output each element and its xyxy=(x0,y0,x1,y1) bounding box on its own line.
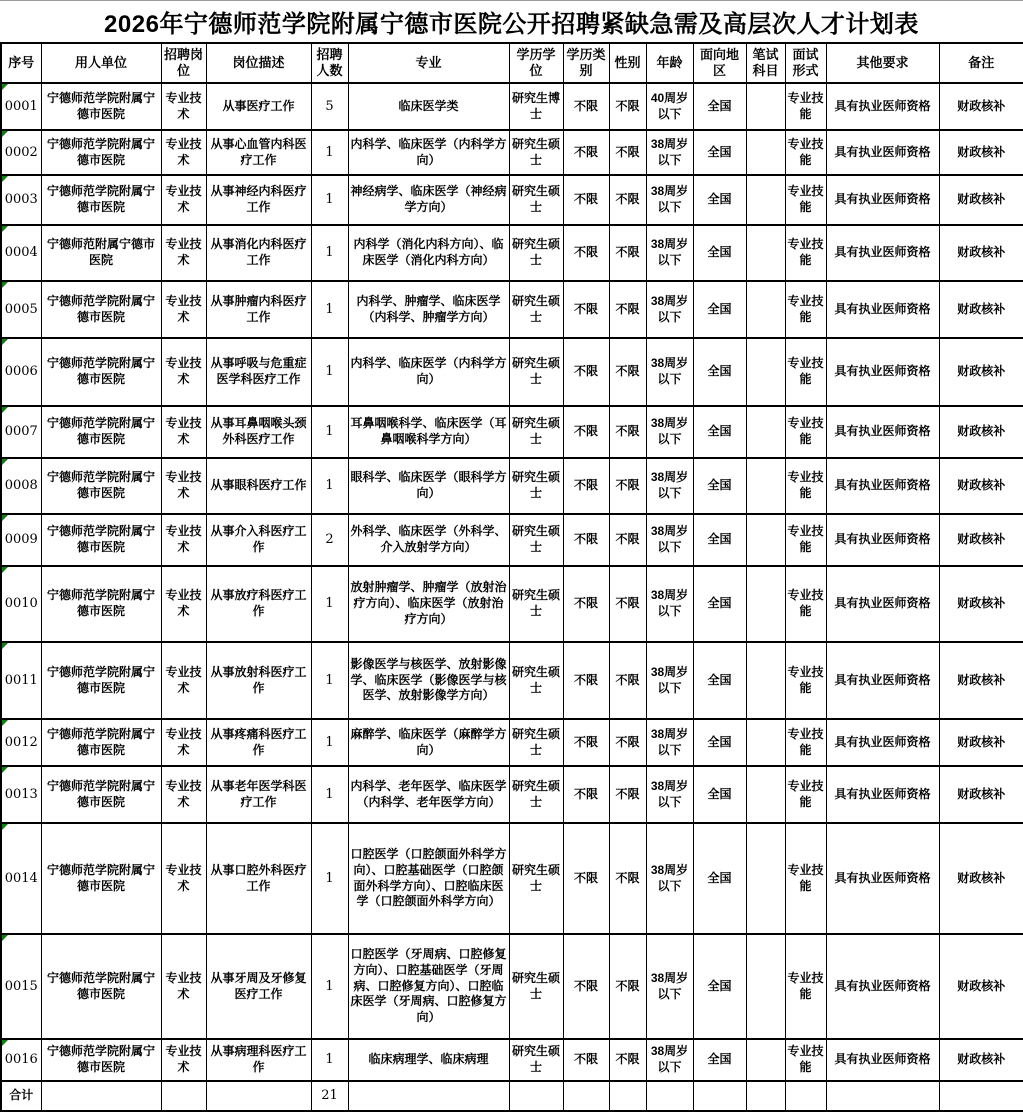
cell-0014-beizhu: 财政核补 xyxy=(939,823,1023,934)
cell-0010-mianxiang-diqu: 全国 xyxy=(693,566,746,642)
cell-0006-mianshi-xingshi: 专业技能 xyxy=(785,338,826,406)
cell-0013-yongren-danwei: 宁德师范学院附属宁德市医院 xyxy=(41,766,161,823)
table-row-0002 xyxy=(1,130,1023,175)
cell-0009-yongren-danwei: 宁德师范学院附属宁德市医院 xyxy=(41,514,161,566)
total-cell-xingbie xyxy=(609,1081,646,1111)
table-row-0015 xyxy=(1,934,1023,1039)
cell-0007-gangwei-miaoshu: 从事耳鼻咽喉头颈外科医疗工作 xyxy=(206,406,311,458)
total-cell-mianshi-xingshi xyxy=(785,1081,826,1111)
cell-0015-xueli-xuewei: 研究生硕士 xyxy=(509,934,563,1039)
cell-0015-zhaopin-gangwei: 专业技术 xyxy=(161,934,206,1039)
cell-0013-xueli-xuewei: 研究生硕士 xyxy=(509,766,563,823)
table-row-0012 xyxy=(1,719,1023,766)
cell-0010-zhaopin-renshu: 1 xyxy=(311,566,348,642)
cell-0008-mianshi-xingshi: 专业技能 xyxy=(785,458,826,514)
table-row-0006 xyxy=(1,338,1023,406)
cell-0013-mianshi-xingshi: 专业技能 xyxy=(785,766,826,823)
cell-0011-gangwei-miaoshu: 从事放射科医疗工作 xyxy=(206,642,311,719)
cell-0007-xuhao: 0007 xyxy=(1,406,41,458)
cell-0001-zhuanye: 临床医学类 xyxy=(348,83,509,130)
cell-0002-qita-yaoqiu: 具有执业医师资格 xyxy=(826,130,939,175)
table-row-0005 xyxy=(1,281,1023,338)
cell-0013-gangwei-miaoshu: 从事老年医学科医疗工作 xyxy=(206,766,311,823)
cell-0014-xuhao: 0014 xyxy=(1,823,41,934)
cell-0009-mianshi-xingshi: 专业技能 xyxy=(785,514,826,566)
cell-0015-gangwei-miaoshu: 从事牙周及牙修复医疗工作 xyxy=(206,934,311,1039)
cell-0007-yongren-danwei: 宁德师范学院附属宁德市医院 xyxy=(41,406,161,458)
cell-0006-mianxiang-diqu: 全国 xyxy=(693,338,746,406)
cell-0004-yongren-danwei: 宁德师范附属宁德市医院 xyxy=(41,225,161,281)
cell-0001-xingbie: 不限 xyxy=(609,83,646,130)
cell-0011-xueli-leibie: 不限 xyxy=(563,642,609,719)
table-row-0010 xyxy=(1,566,1023,642)
total-cell-zhaopin-gangwei xyxy=(161,1081,206,1111)
cell-0014-xueli-leibie: 不限 xyxy=(563,823,609,934)
page-title: 2026年宁德师范学院附属宁德市医院公开招聘紧缺急需及高层次人才计划表 xyxy=(104,11,919,38)
cell-0002-xueli-leibie: 不限 xyxy=(563,130,609,175)
cell-0007-beizhu: 财政核补 xyxy=(939,406,1023,458)
cell-0014-zhuanye: 口腔医学（口腔颌面外科学方向）、口腔基础医学（口腔颌面外科学方向）、口腔临床医学（口腔颌面外科学方向） xyxy=(348,823,509,934)
cell-0006-nianling: 38周岁以下 xyxy=(646,338,693,406)
cell-0003-xuhao: 0003 xyxy=(1,175,41,225)
cell-0012-xueli-leibie: 不限 xyxy=(563,719,609,766)
cell-0002-zhuanye: 内科学、临床医学（内科学方向） xyxy=(348,130,509,175)
cell-0001-xueli-leibie: 不限 xyxy=(563,83,609,130)
cell-0015-nianling: 38周岁以下 xyxy=(646,934,693,1039)
cell-0006-yongren-danwei: 宁德师范学院附属宁德市医院 xyxy=(41,338,161,406)
cell-0002-mianshi-xingshi: 专业技能 xyxy=(785,130,826,175)
column-header-qita-yaoqiu: 其他要求 xyxy=(826,43,939,83)
cell-0004-bishi-kemu xyxy=(746,225,785,281)
cell-0012-mianxiang-diqu: 全国 xyxy=(693,719,746,766)
cell-0013-xueli-leibie: 不限 xyxy=(563,766,609,823)
cell-0005-bishi-kemu xyxy=(746,281,785,338)
cell-0008-zhaopin-gangwei: 专业技术 xyxy=(161,458,206,514)
cell-0001-xueli-xuewei: 研究生博士 xyxy=(509,83,563,130)
total-cell-mianxiang-diqu xyxy=(693,1081,746,1111)
table-row-0008 xyxy=(1,458,1023,514)
cell-0008-yongren-danwei: 宁德师范学院附属宁德市医院 xyxy=(41,458,161,514)
column-header-mianxiang-diqu: 面向地区 xyxy=(693,43,746,83)
cell-0004-xuhao: 0004 xyxy=(1,225,41,281)
cell-0006-zhaopin-renshu: 1 xyxy=(311,338,348,406)
cell-0006-beizhu: 财政核补 xyxy=(939,338,1023,406)
cell-0012-zhaopin-renshu: 1 xyxy=(311,719,348,766)
table-row-0009 xyxy=(1,514,1023,566)
cell-0011-nianling: 38周岁以下 xyxy=(646,642,693,719)
cell-0013-qita-yaoqiu: 具有执业医师资格 xyxy=(826,766,939,823)
cell-0001-beizhu: 财政核补 xyxy=(939,83,1023,130)
cell-0005-nianling: 38周岁以下 xyxy=(646,281,693,338)
cell-0004-nianling: 38周岁以下 xyxy=(646,225,693,281)
cell-0001-zhaopin-gangwei: 专业技术 xyxy=(161,83,206,130)
cell-0007-mianxiang-diqu: 全国 xyxy=(693,406,746,458)
total-cell-gangwei-miaoshu xyxy=(206,1081,311,1111)
cell-0002-yongren-danwei: 宁德师范学院附属宁德市医院 xyxy=(41,130,161,175)
cell-0013-zhuanye: 内科学、老年医学、临床医学（内科学、老年医学方向） xyxy=(348,766,509,823)
cell-0016-yongren-danwei: 宁德师范学院附属宁德市医院 xyxy=(41,1039,161,1081)
cell-0012-bishi-kemu xyxy=(746,719,785,766)
total-cell-bishi-kemu xyxy=(746,1081,785,1111)
cell-0004-xueli-xuewei: 研究生硕士 xyxy=(509,225,563,281)
cell-0008-xueli-leibie: 不限 xyxy=(563,458,609,514)
cell-0012-gangwei-miaoshu: 从事疼痛科医疗工作 xyxy=(206,719,311,766)
cell-0009-mianxiang-diqu: 全国 xyxy=(693,514,746,566)
cell-0002-xuhao: 0002 xyxy=(1,130,41,175)
cell-0006-bishi-kemu xyxy=(746,338,785,406)
cell-0005-xuhao: 0005 xyxy=(1,281,41,338)
cell-0007-xueli-xuewei: 研究生硕士 xyxy=(509,406,563,458)
cell-0001-zhaopin-renshu: 5 xyxy=(311,83,348,130)
cell-0003-xueli-leibie: 不限 xyxy=(563,175,609,225)
cell-0003-mianxiang-diqu: 全国 xyxy=(693,175,746,225)
cell-0015-xingbie: 不限 xyxy=(609,934,646,1039)
cell-0003-xueli-xuewei: 研究生硕士 xyxy=(509,175,563,225)
cell-0008-zhaopin-renshu: 1 xyxy=(311,458,348,514)
cell-0010-mianshi-xingshi: 专业技能 xyxy=(785,566,826,642)
cell-0009-xueli-leibie: 不限 xyxy=(563,514,609,566)
cell-0014-xueli-xuewei: 研究生硕士 xyxy=(509,823,563,934)
cell-0015-beizhu: 财政核补 xyxy=(939,934,1023,1039)
cell-0012-nianling: 38周岁以下 xyxy=(646,719,693,766)
column-header-yongren-danwei: 用人单位 xyxy=(41,43,161,83)
cell-0005-xueli-xuewei: 研究生硕士 xyxy=(509,281,563,338)
table-row-0001 xyxy=(1,83,1023,130)
cell-0015-xuhao: 0015 xyxy=(1,934,41,1039)
cell-0010-qita-yaoqiu: 具有执业医师资格 xyxy=(826,566,939,642)
cell-0008-bishi-kemu xyxy=(746,458,785,514)
cell-0008-qita-yaoqiu: 具有执业医师资格 xyxy=(826,458,939,514)
cell-0011-xingbie: 不限 xyxy=(609,642,646,719)
cell-0008-xingbie: 不限 xyxy=(609,458,646,514)
cell-0011-mianxiang-diqu: 全国 xyxy=(693,642,746,719)
cell-0006-xingbie: 不限 xyxy=(609,338,646,406)
cell-0004-zhuanye: 内科学（消化内科方向）、临床医学（消化内科方向） xyxy=(348,225,509,281)
cell-0007-bishi-kemu xyxy=(746,406,785,458)
total-cell-beizhu xyxy=(939,1081,1023,1111)
column-header-zhaopin-renshu: 招聘人数 xyxy=(311,43,348,83)
cell-0014-mianshi-xingshi: 专业技能 xyxy=(785,823,826,934)
cell-0008-xueli-xuewei: 研究生硕士 xyxy=(509,458,563,514)
cell-0004-qita-yaoqiu: 具有执业医师资格 xyxy=(826,225,939,281)
cell-0009-bishi-kemu xyxy=(746,514,785,566)
cell-0009-xueli-xuewei: 研究生硕士 xyxy=(509,514,563,566)
cell-0005-zhaopin-renshu: 1 xyxy=(311,281,348,338)
cell-0010-beizhu: 财政核补 xyxy=(939,566,1023,642)
cell-0003-zhaopin-renshu: 1 xyxy=(311,175,348,225)
cell-0007-zhaopin-renshu: 1 xyxy=(311,406,348,458)
cell-0002-bishi-kemu xyxy=(746,130,785,175)
column-header-mianshi-xingshi: 面试形式 xyxy=(785,43,826,83)
cell-0011-bishi-kemu xyxy=(746,642,785,719)
cell-0004-gangwei-miaoshu: 从事消化内科医疗工作 xyxy=(206,225,311,281)
cell-0005-zhaopin-gangwei: 专业技术 xyxy=(161,281,206,338)
cell-0010-xueli-xuewei: 研究生硕士 xyxy=(509,566,563,642)
cell-0011-zhuanye: 影像医学与核医学、放射影像学、临床医学（影像医学与核医学、放射影像学方向） xyxy=(348,642,509,719)
cell-0016-mianshi-xingshi: 专业技能 xyxy=(785,1039,826,1081)
cell-0008-gangwei-miaoshu: 从事眼科医疗工作 xyxy=(206,458,311,514)
cell-0002-zhaopin-renshu: 1 xyxy=(311,130,348,175)
header-row xyxy=(1,43,1023,83)
cell-0005-gangwei-miaoshu: 从事肿瘤内科医疗工作 xyxy=(206,281,311,338)
cell-0003-yongren-danwei: 宁德师范学院附属宁德市医院 xyxy=(41,175,161,225)
cell-0007-zhuanye: 耳鼻咽喉科学、临床医学（耳鼻咽喉科学方向） xyxy=(348,406,509,458)
total-cell-xuhao: 合计 xyxy=(1,1081,41,1111)
cell-0012-qita-yaoqiu: 具有执业医师资格 xyxy=(826,719,939,766)
cell-0009-xingbie: 不限 xyxy=(609,514,646,566)
cell-0008-xuhao: 0008 xyxy=(1,458,41,514)
cell-0014-yongren-danwei: 宁德师范学院附属宁德市医院 xyxy=(41,823,161,934)
cell-0005-beizhu: 财政核补 xyxy=(939,281,1023,338)
cell-0013-zhaopin-renshu: 1 xyxy=(311,766,348,823)
cell-0004-mianxiang-diqu: 全国 xyxy=(693,225,746,281)
total-cell-nianling xyxy=(646,1081,693,1111)
cell-0015-mianxiang-diqu: 全国 xyxy=(693,934,746,1039)
cell-0012-beizhu: 财政核补 xyxy=(939,719,1023,766)
cell-0015-zhuanye: 口腔医学（牙周病、口腔修复方向）、口腔基础医学（牙周病、口腔修复方向）、口腔临床医学（牙周病、口腔修复方向） xyxy=(348,934,509,1039)
cell-0011-beizhu: 财政核补 xyxy=(939,642,1023,719)
cell-0014-nianling: 38周岁以下 xyxy=(646,823,693,934)
cell-0007-qita-yaoqiu: 具有执业医师资格 xyxy=(826,406,939,458)
cell-0005-mianxiang-diqu: 全国 xyxy=(693,281,746,338)
cell-0014-bishi-kemu xyxy=(746,823,785,934)
cell-0001-bishi-kemu xyxy=(746,83,785,130)
cell-0008-nianling: 38周岁以下 xyxy=(646,458,693,514)
cell-0002-mianxiang-diqu: 全国 xyxy=(693,130,746,175)
cell-0003-xingbie: 不限 xyxy=(609,175,646,225)
cell-0016-xueli-xuewei: 研究生硕士 xyxy=(509,1039,563,1081)
cell-0009-zhaopin-gangwei: 专业技术 xyxy=(161,514,206,566)
cell-0011-qita-yaoqiu: 具有执业医师资格 xyxy=(826,642,939,719)
cell-0014-xingbie: 不限 xyxy=(609,823,646,934)
cell-0016-mianxiang-diqu: 全国 xyxy=(693,1039,746,1081)
cell-0001-gangwei-miaoshu: 从事医疗工作 xyxy=(206,83,311,130)
cell-0014-zhaopin-gangwei: 专业技术 xyxy=(161,823,206,934)
cell-0004-xueli-leibie: 不限 xyxy=(563,225,609,281)
cell-0013-zhaopin-gangwei: 专业技术 xyxy=(161,766,206,823)
cell-0007-xingbie: 不限 xyxy=(609,406,646,458)
cell-0011-zhaopin-renshu: 1 xyxy=(311,642,348,719)
cell-0016-gangwei-miaoshu: 从事病理科医疗工作 xyxy=(206,1039,311,1081)
cell-0007-nianling: 38周岁以下 xyxy=(646,406,693,458)
cell-0003-mianshi-xingshi: 专业技能 xyxy=(785,175,826,225)
cell-0010-gangwei-miaoshu: 从事放疗科医疗工作 xyxy=(206,566,311,642)
cell-0001-mianxiang-diqu: 全国 xyxy=(693,83,746,130)
cell-0016-zhuanye: 临床病理学、临床病理 xyxy=(348,1039,509,1081)
column-header-xuhao: 序号 xyxy=(1,43,41,83)
cell-0008-beizhu: 财政核补 xyxy=(939,458,1023,514)
cell-0015-xueli-leibie: 不限 xyxy=(563,934,609,1039)
cell-0016-qita-yaoqiu: 具有执业医师资格 xyxy=(826,1039,939,1081)
table-row-0016 xyxy=(1,1039,1023,1081)
cell-0010-nianling: 38周岁以下 xyxy=(646,566,693,642)
column-header-beizhu: 备注 xyxy=(939,43,1023,83)
cell-0003-bishi-kemu xyxy=(746,175,785,225)
column-header-xueli-xuewei: 学历学位 xyxy=(509,43,563,83)
cell-0016-xingbie: 不限 xyxy=(609,1039,646,1081)
cell-0002-gangwei-miaoshu: 从事心血管内科医疗工作 xyxy=(206,130,311,175)
cell-0016-bishi-kemu xyxy=(746,1039,785,1081)
table-row-0014 xyxy=(1,823,1023,934)
cell-0006-xuhao: 0006 xyxy=(1,338,41,406)
cell-0007-zhaopin-gangwei: 专业技术 xyxy=(161,406,206,458)
cell-0016-zhaopin-renshu: 1 xyxy=(311,1039,348,1081)
cell-0002-zhaopin-gangwei: 专业技术 xyxy=(161,130,206,175)
cell-0009-zhuanye: 外科学、临床医学（外科学、介入放射学方向） xyxy=(348,514,509,566)
cell-0002-nianling: 38周岁以下 xyxy=(646,130,693,175)
cell-0013-bishi-kemu xyxy=(746,766,785,823)
cell-0009-gangwei-miaoshu: 从事介入科医疗工作 xyxy=(206,514,311,566)
recruitment-table xyxy=(0,42,1023,1112)
cell-0007-mianshi-xingshi: 专业技能 xyxy=(785,406,826,458)
cell-0009-xuhao: 0009 xyxy=(1,514,41,566)
cell-0004-zhaopin-gangwei: 专业技术 xyxy=(161,225,206,281)
cell-0003-nianling: 38周岁以下 xyxy=(646,175,693,225)
cell-0009-nianling: 38周岁以下 xyxy=(646,514,693,566)
cell-0006-xueli-xuewei: 研究生硕士 xyxy=(509,338,563,406)
cell-0006-zhuanye: 内科学、临床医学（内科学方向） xyxy=(348,338,509,406)
cell-0016-beizhu: 财政核补 xyxy=(939,1039,1023,1081)
cell-0002-beizhu: 财政核补 xyxy=(939,130,1023,175)
cell-0009-zhaopin-renshu: 2 xyxy=(311,514,348,566)
table-row-0011 xyxy=(1,642,1023,719)
cell-0015-yongren-danwei: 宁德师范学院附属宁德市医院 xyxy=(41,934,161,1039)
table-row-0013 xyxy=(1,766,1023,823)
cell-0011-zhaopin-gangwei: 专业技术 xyxy=(161,642,206,719)
column-header-zhaopin-gangwei: 招聘岗位 xyxy=(161,43,206,83)
total-row xyxy=(1,1081,1023,1111)
table-row-0004 xyxy=(1,225,1023,281)
cell-0001-yongren-danwei: 宁德师范学院附属宁德市医院 xyxy=(41,83,161,130)
cell-0003-beizhu: 财政核补 xyxy=(939,175,1023,225)
cell-0010-xingbie: 不限 xyxy=(609,566,646,642)
cell-0015-bishi-kemu xyxy=(746,934,785,1039)
cell-0013-beizhu: 财政核补 xyxy=(939,766,1023,823)
cell-0016-xuhao: 0016 xyxy=(1,1039,41,1081)
total-cell-xueli-leibie xyxy=(563,1081,609,1111)
column-header-nianling: 年龄 xyxy=(646,43,693,83)
column-header-xueli-leibie: 学历类别 xyxy=(563,43,609,83)
column-header-zhuanye: 专业 xyxy=(348,43,509,83)
cell-0011-xuhao: 0011 xyxy=(1,642,41,719)
cell-0011-xueli-xuewei: 研究生硕士 xyxy=(509,642,563,719)
cell-0009-qita-yaoqiu: 具有执业医师资格 xyxy=(826,514,939,566)
cell-0015-mianshi-xingshi: 专业技能 xyxy=(785,934,826,1039)
cell-0015-zhaopin-renshu: 1 xyxy=(311,934,348,1039)
column-header-bishi-kemu: 笔试科目 xyxy=(746,43,785,83)
total-cell-yongren-danwei xyxy=(41,1081,161,1111)
cell-0016-zhaopin-gangwei: 专业技术 xyxy=(161,1039,206,1081)
cell-0005-mianshi-xingshi: 专业技能 xyxy=(785,281,826,338)
cell-0004-beizhu: 财政核补 xyxy=(939,225,1023,281)
cell-0001-qita-yaoqiu: 具有执业医师资格 xyxy=(826,83,939,130)
cell-0012-xueli-xuewei: 研究生硕士 xyxy=(509,719,563,766)
cell-0006-qita-yaoqiu: 具有执业医师资格 xyxy=(826,338,939,406)
cell-0013-nianling: 38周岁以下 xyxy=(646,766,693,823)
cell-0012-xuhao: 0012 xyxy=(1,719,41,766)
total-cell-zhaopin-renshu: 21 xyxy=(311,1081,348,1111)
cell-0015-qita-yaoqiu: 具有执业医师资格 xyxy=(826,934,939,1039)
cell-0011-mianshi-xingshi: 专业技能 xyxy=(785,642,826,719)
cell-0013-xuhao: 0013 xyxy=(1,766,41,823)
cell-0012-mianshi-xingshi: 专业技能 xyxy=(785,719,826,766)
cell-0013-xingbie: 不限 xyxy=(609,766,646,823)
cell-0010-zhuanye: 放射肿瘤学、肿瘤学（放射治疗方向）、临床医学（放射治疗方向） xyxy=(348,566,509,642)
cell-0001-mianshi-xingshi: 专业技能 xyxy=(785,83,826,130)
cell-0012-yongren-danwei: 宁德师范学院附属宁德市医院 xyxy=(41,719,161,766)
cell-0005-qita-yaoqiu: 具有执业医师资格 xyxy=(826,281,939,338)
cell-0011-yongren-danwei: 宁德师范学院附属宁德市医院 xyxy=(41,642,161,719)
cell-0014-qita-yaoqiu: 具有执业医师资格 xyxy=(826,823,939,934)
total-cell-xueli-xuewei xyxy=(509,1081,563,1111)
cell-0008-zhuanye: 眼科学、临床医学（眼科学方向） xyxy=(348,458,509,514)
cell-0003-zhaopin-gangwei: 专业技术 xyxy=(161,175,206,225)
cell-0005-xueli-leibie: 不限 xyxy=(563,281,609,338)
cell-0002-xueli-xuewei: 研究生硕士 xyxy=(509,130,563,175)
cell-0005-zhuanye: 内科学、肿瘤学、临床医学（内科学、肿瘤学方向） xyxy=(348,281,509,338)
cell-0006-xueli-leibie: 不限 xyxy=(563,338,609,406)
cell-0008-mianxiang-diqu: 全国 xyxy=(693,458,746,514)
cell-0012-zhaopin-gangwei: 专业技术 xyxy=(161,719,206,766)
cell-0001-nianling: 40周岁以下 xyxy=(646,83,693,130)
cell-0004-xingbie: 不限 xyxy=(609,225,646,281)
cell-0003-gangwei-miaoshu: 从事神经内科医疗工作 xyxy=(206,175,311,225)
cell-0009-beizhu: 财政核补 xyxy=(939,514,1023,566)
cell-0010-xueli-leibie: 不限 xyxy=(563,566,609,642)
cell-0012-xingbie: 不限 xyxy=(609,719,646,766)
cell-0005-xingbie: 不限 xyxy=(609,281,646,338)
cell-0006-gangwei-miaoshu: 从事呼吸与危重症医学科医疗工作 xyxy=(206,338,311,406)
cell-0002-xingbie: 不限 xyxy=(609,130,646,175)
cell-0010-bishi-kemu xyxy=(746,566,785,642)
total-cell-zhuanye xyxy=(348,1081,509,1111)
total-cell-qita-yaoqiu xyxy=(826,1081,939,1111)
cell-0010-xuhao: 0010 xyxy=(1,566,41,642)
cell-0007-xueli-leibie: 不限 xyxy=(563,406,609,458)
cell-0005-yongren-danwei: 宁德师范学院附属宁德市医院 xyxy=(41,281,161,338)
cell-0016-xueli-leibie: 不限 xyxy=(563,1039,609,1081)
cell-0013-mianxiang-diqu: 全国 xyxy=(693,766,746,823)
cell-0004-mianshi-xingshi: 专业技能 xyxy=(785,225,826,281)
cell-0004-zhaopin-renshu: 1 xyxy=(311,225,348,281)
cell-0010-yongren-danwei: 宁德师范学院附属宁德市医院 xyxy=(41,566,161,642)
column-header-xingbie: 性别 xyxy=(609,43,646,83)
cell-0003-zhuanye: 神经病学、临床医学（神经病学方向） xyxy=(348,175,509,225)
cell-0014-gangwei-miaoshu: 从事口腔外科医疗工作 xyxy=(206,823,311,934)
cell-0003-qita-yaoqiu: 具有执业医师资格 xyxy=(826,175,939,225)
cell-0006-zhaopin-gangwei: 专业技术 xyxy=(161,338,206,406)
cell-0014-mianxiang-diqu: 全国 xyxy=(693,823,746,934)
table-row-0007 xyxy=(1,406,1023,458)
cell-0014-zhaopin-renshu: 1 xyxy=(311,823,348,934)
cell-0010-zhaopin-gangwei: 专业技术 xyxy=(161,566,206,642)
cell-0012-zhuanye: 麻醉学、临床医学（麻醉学方向） xyxy=(348,719,509,766)
cell-0016-nianling: 38周岁以下 xyxy=(646,1039,693,1081)
column-header-gangwei-miaoshu: 岗位描述 xyxy=(206,43,311,83)
table-row-0003 xyxy=(1,175,1023,225)
cell-0001-xuhao: 0001 xyxy=(1,83,41,130)
